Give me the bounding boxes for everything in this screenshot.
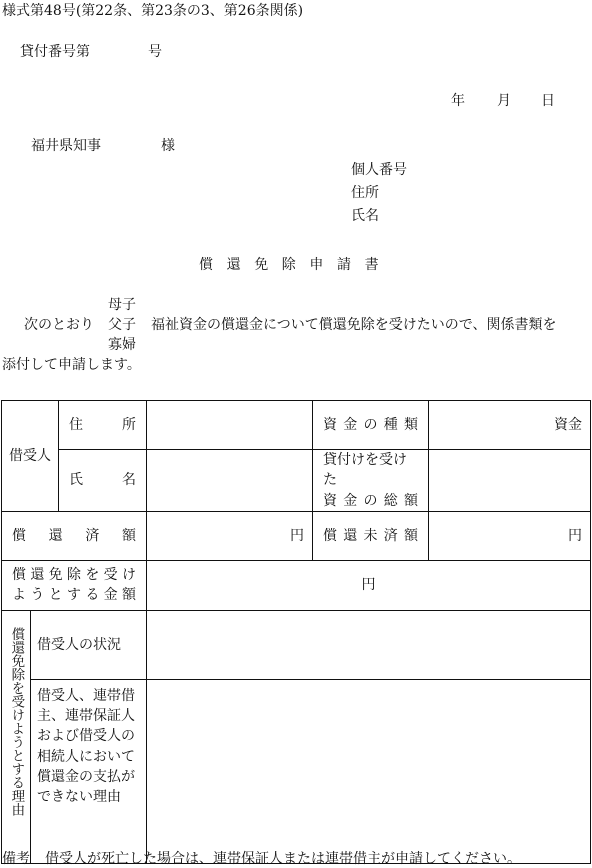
- inability-reason-label-cell: [31, 679, 147, 863]
- fund-type-label: 資 金 の 種 類: [323, 416, 418, 433]
- exemption-amount-label-cell: [2, 560, 147, 610]
- total-loan-label-line1: 貸付けを受けた: [323, 452, 407, 489]
- intro-text-line1: 福祉資金の償還金について償還免除を受けたいので、関係書類を: [151, 317, 557, 333]
- borrower-status-label-cell: [31, 610, 147, 679]
- address-input[interactable]: [147, 401, 313, 450]
- repaid-yen: 円: [290, 527, 304, 544]
- name-input[interactable]: [147, 450, 313, 512]
- personal-number-label: 個人番号: [351, 162, 407, 178]
- unpaid-yen: 円: [568, 527, 582, 544]
- reason-line-5: 償還金の支払が: [37, 769, 135, 786]
- reason-line-3: および借受人の: [37, 728, 135, 745]
- loan-number-prefix: 貸付番号第: [20, 44, 90, 60]
- application-table: [1, 400, 591, 867]
- loan-number-suffix: 号: [148, 44, 162, 60]
- borrower-label-cell: [2, 401, 59, 512]
- address-label: 住所: [351, 185, 379, 201]
- borrower-status-input[interactable]: [147, 610, 591, 679]
- date-day: 日: [541, 93, 555, 109]
- name-label: 氏 名: [69, 472, 136, 489]
- exemption-yen: 円: [361, 577, 376, 594]
- date-month: 月: [497, 93, 511, 109]
- total-loan-input[interactable]: [429, 450, 591, 512]
- exemption-amount-label-line1: 償 還 免 除 を 受 け: [12, 567, 136, 584]
- addressee: 福井県知事: [31, 138, 101, 154]
- unpaid-amount-input[interactable]: [429, 511, 591, 560]
- reason-vertical-label: 償還免除を受けようとする理由: [8, 626, 25, 816]
- option-kafu: 寡婦: [108, 337, 136, 353]
- fund-type-label-cell: [313, 401, 429, 450]
- form-number: 様式第48号(第22条、第23条の3、第26条関係): [2, 3, 304, 19]
- option-fushi: 父子: [108, 317, 136, 333]
- inability-reason-input[interactable]: [147, 679, 591, 863]
- total-loan-label-cell: [313, 450, 429, 512]
- repaid-amount-label-cell: [2, 511, 147, 560]
- borrower-status-label: 借受人の状況: [37, 636, 121, 653]
- address-label-cell: [59, 401, 147, 450]
- intro-prefix: 次のとおり: [24, 317, 94, 333]
- repaid-amount-input[interactable]: [147, 511, 313, 560]
- exemption-amount-input[interactable]: [147, 560, 591, 610]
- reason-vertical-cell: [2, 610, 31, 863]
- note-label: 備考: [2, 851, 30, 867]
- total-loan-label-line2: 資 金 の 総 額: [323, 492, 418, 509]
- unpaid-amount-label-cell: [313, 511, 429, 560]
- addressee-honorific: 様: [161, 138, 175, 154]
- reason-line-6: できない理由: [37, 789, 121, 806]
- unpaid-amount-label: 償 還 未 済 額: [323, 527, 418, 544]
- fund-suffix: 資金: [554, 416, 582, 433]
- note-text: 借受人が死亡した場合は、連帯保証人または連帯借主が申請してください。: [45, 851, 521, 867]
- document-title: 償還免除申請書: [199, 257, 393, 273]
- repaid-amount-label: 償 還 済 額: [12, 527, 136, 544]
- reason-line-2: 主、連帯保証人: [37, 708, 135, 725]
- name-label-cell: [59, 450, 147, 512]
- exemption-amount-label-line2: よ う と す る 金 額: [12, 587, 136, 604]
- borrower-label: 借受人: [9, 447, 51, 464]
- fund-type-input[interactable]: [429, 401, 591, 450]
- reason-line-1: 借受人、連帯借: [37, 687, 135, 704]
- reason-line-4: 相続人において: [37, 748, 135, 765]
- intro-text-line2: 添付して申請します。: [2, 357, 141, 373]
- name-label: 氏名: [351, 208, 379, 224]
- option-boshi: 母子: [108, 297, 136, 313]
- date-year: 年: [451, 93, 465, 109]
- address-label: 住 所: [69, 416, 136, 433]
